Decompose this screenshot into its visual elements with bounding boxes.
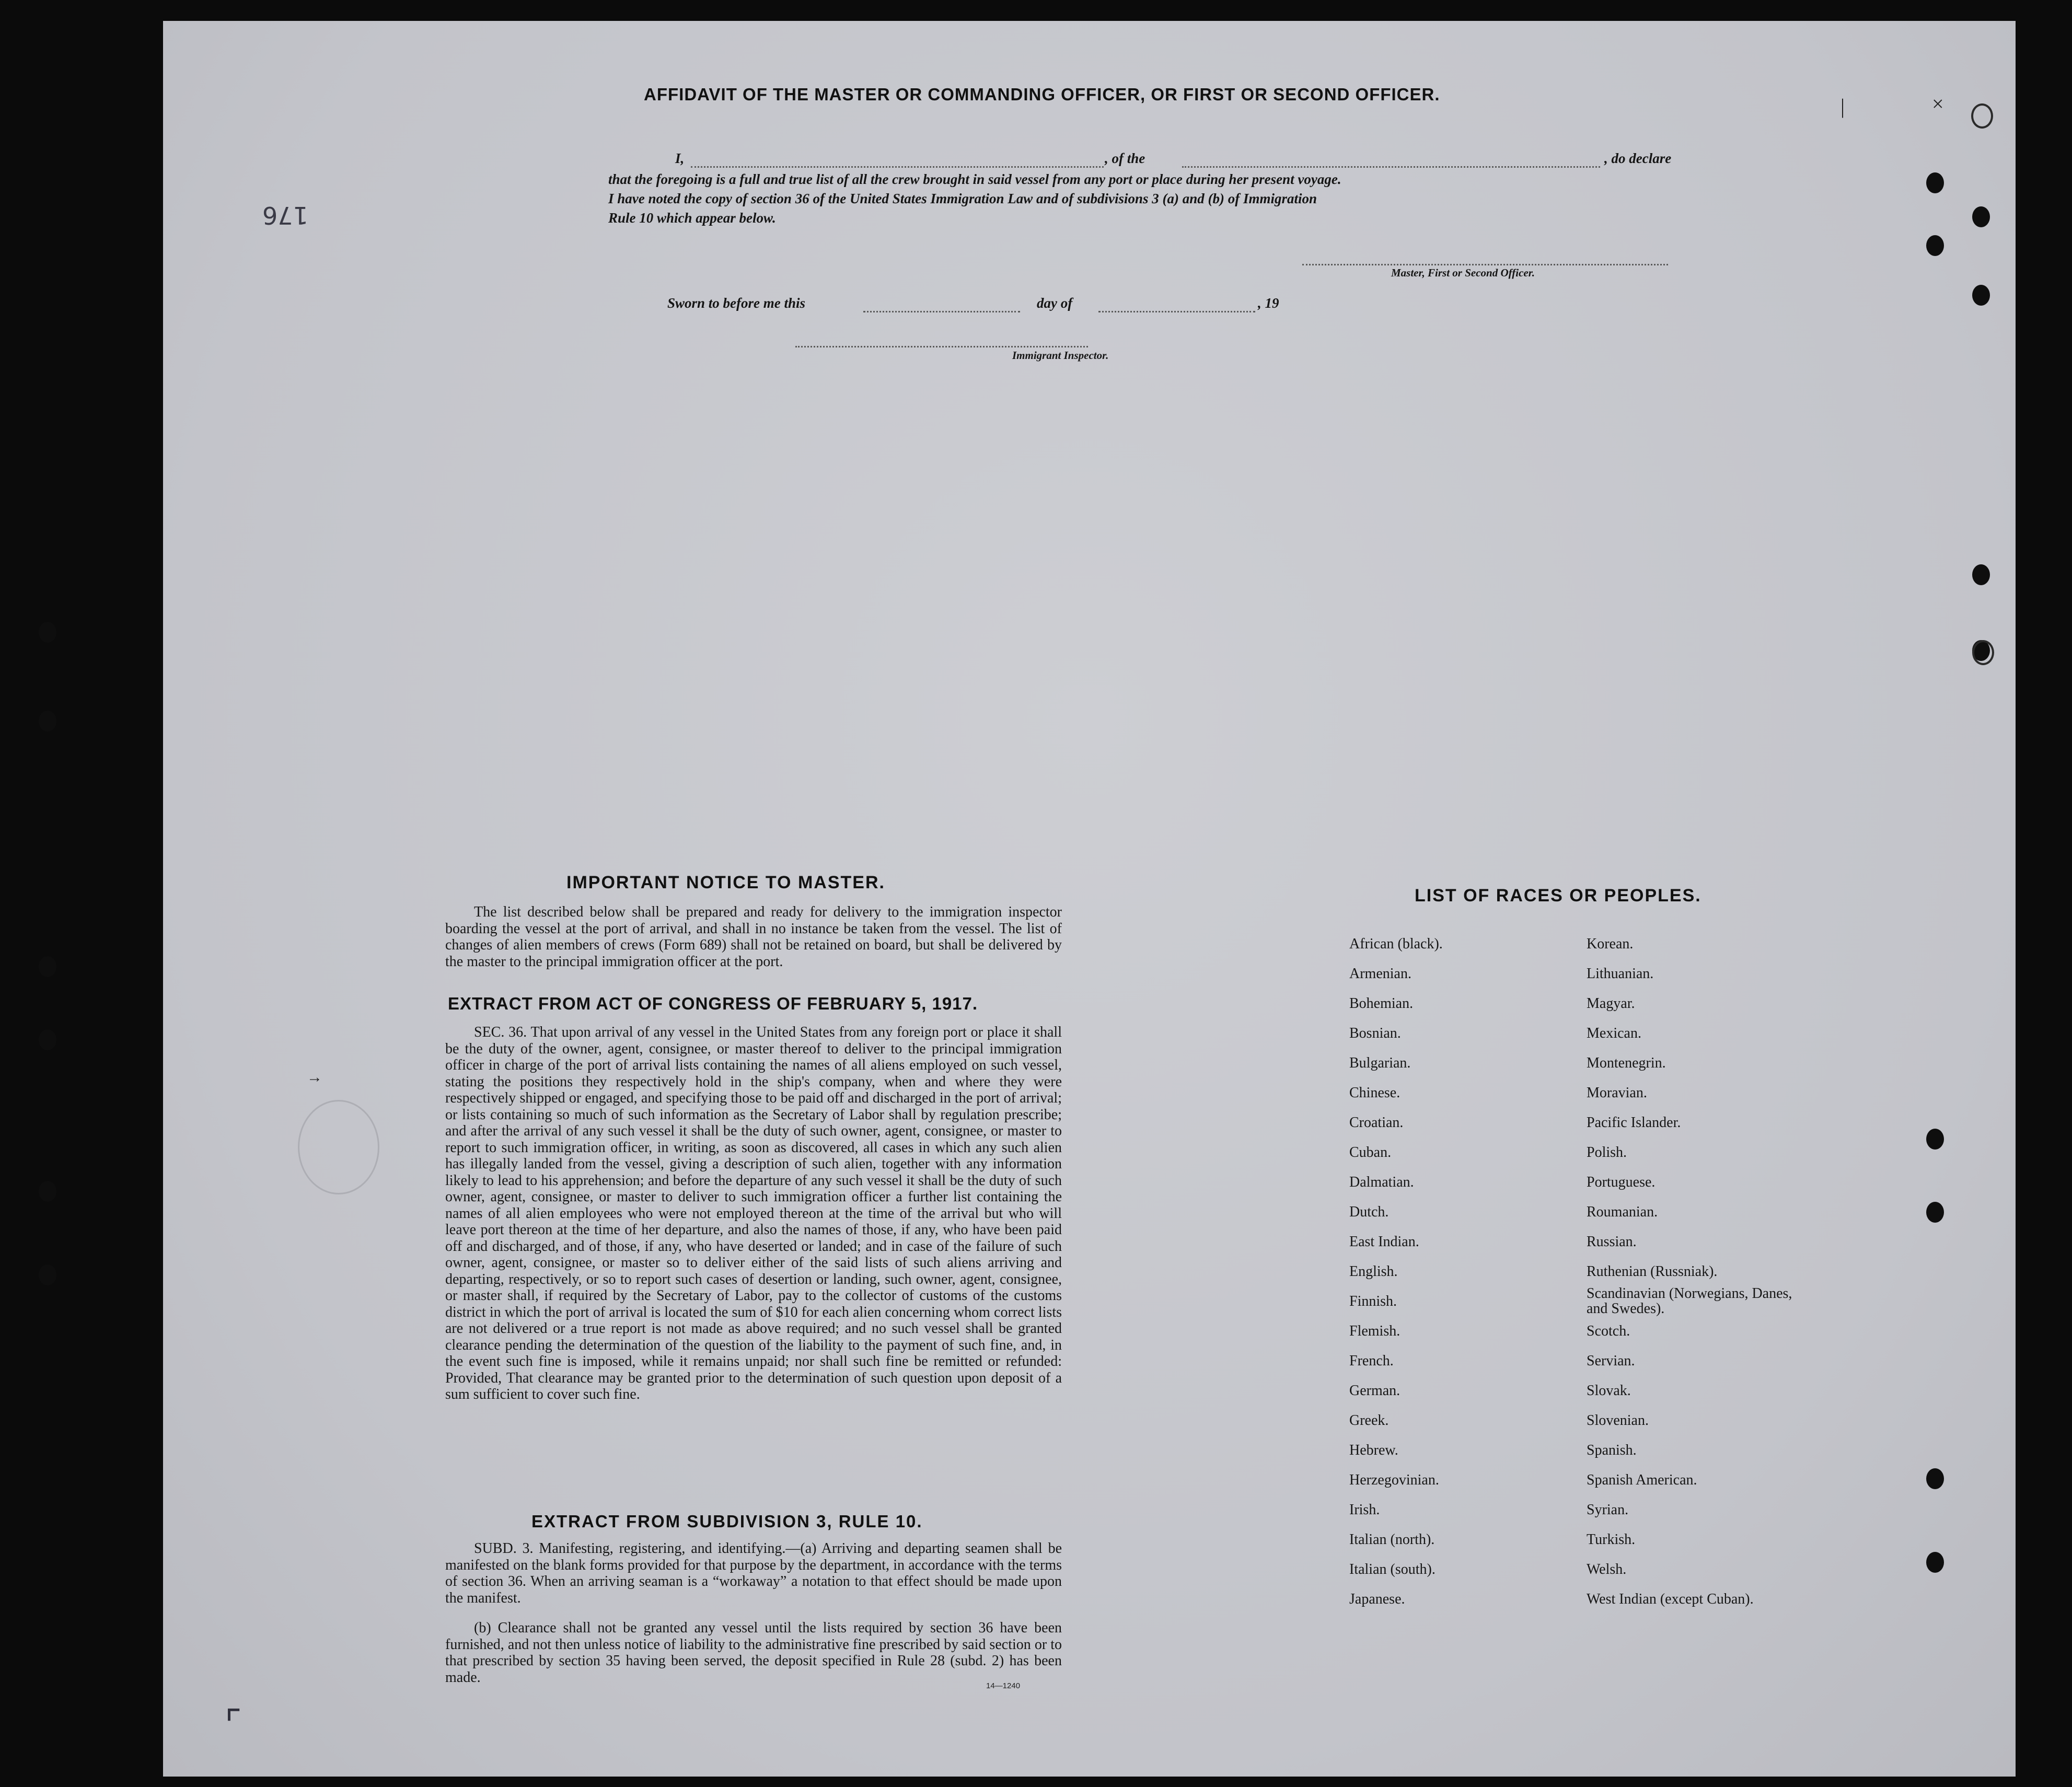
punch-hole xyxy=(39,956,56,977)
race-item: Korean. xyxy=(1587,936,1634,952)
race-item: Spanish American. xyxy=(1587,1472,1697,1488)
races-right-column xyxy=(1587,929,1816,1614)
punch-hole xyxy=(1926,172,1944,193)
document-sheet xyxy=(163,21,2016,1777)
punch-hole xyxy=(39,711,56,732)
race-item: Slovenian. xyxy=(1587,1412,1649,1429)
race-item: East Indian. xyxy=(1349,1234,1419,1250)
race-item: German. xyxy=(1349,1383,1400,1399)
races-title: LIST OF RACES OR PEOPLES. xyxy=(1415,886,1701,906)
race-item: Pacific Islander. xyxy=(1587,1115,1681,1131)
race-item: Polish. xyxy=(1587,1144,1627,1161)
punch-hole xyxy=(1926,235,1944,256)
month-blank[interactable] xyxy=(1098,311,1255,312)
race-item: Turkish. xyxy=(1587,1531,1636,1548)
act-title: EXTRACT FROM ACT OF CONGRESS OF FEBRUARY 5, 1917. xyxy=(448,994,978,1013)
punch-hole xyxy=(1926,1468,1944,1489)
affidavit-of-the: , of the xyxy=(1105,150,1145,166)
race-item: Dalmatian. xyxy=(1349,1174,1414,1190)
tick-mark: | xyxy=(1841,95,1845,118)
race-item: Montenegrin. xyxy=(1587,1055,1666,1071)
punch-hole xyxy=(39,1029,56,1050)
race-item: Magyar. xyxy=(1587,995,1635,1012)
race-item: Bohemian. xyxy=(1349,995,1414,1012)
punch-hole xyxy=(1972,640,1994,665)
race-item: Cuban. xyxy=(1349,1144,1392,1161)
race-item: English. xyxy=(1349,1263,1398,1280)
notice-title: IMPORTANT NOTICE TO MASTER. xyxy=(566,873,885,892)
races-left-column xyxy=(1349,929,1443,1614)
race-item: Russian. xyxy=(1587,1234,1637,1250)
punch-hole xyxy=(1926,1129,1944,1150)
race-item: Syrian. xyxy=(1587,1502,1629,1518)
race-item: Bulgarian. xyxy=(1349,1055,1411,1071)
punch-hole xyxy=(1972,564,1990,585)
affidavit-title: AFFIDAVIT OF THE MASTER OR COMMANDING OFFICER, OR FIRST OR SECOND OFFICER. xyxy=(644,85,1440,104)
punch-hole xyxy=(39,622,56,643)
faint-stamp xyxy=(298,1100,379,1194)
form-number: 14—1240 xyxy=(986,1681,1021,1690)
day-blank[interactable] xyxy=(863,311,1020,312)
affidavit-i: I, xyxy=(675,150,685,166)
tick-mark: × xyxy=(1932,92,1944,115)
race-item: French. xyxy=(1349,1353,1394,1369)
race-item: Chinese. xyxy=(1349,1085,1400,1101)
punch-hole xyxy=(1926,1552,1944,1573)
punch-hole xyxy=(1971,103,1993,129)
inspector-caption: Immigrant Inspector. xyxy=(1012,349,1109,362)
affidavit-declare: , do declare xyxy=(1604,150,1672,166)
year-prefix: , 19 xyxy=(1258,295,1279,311)
act-text: SEC. 36. That upon arrival of any vessel in the United States from any foreign port or place it shall be the duty of the owner, agent, consignee, or master thereof to deliver to the principal immigration officer in charge of the port of arrival lists containing the names of all aliens employed on such vessel, stating the positions they respectively hold in the ship's company, when and where they were respectively shipped or engaged, and specifying those to be paid off and discharged in the port of arrival; or lists containing so much of such information as the Secretary of Labor shall by regulation prescribe; and after the arrival of any such vessel it shall be the duty of such owner, agent, consignee, or master to report to such immigration officer, in writing, as soon as discovered, all cases in which any such alien has illegally landed from the vessel, giving a description of such alien, together with any information likely to lead to his apprehension; and before the departure of any such vessel it shall be the duty of such owner, agent, consignee, or master to deliver to such immigration officer a further list containing the names of all alien employees who were not employed thereon at the time of the arrival but who will leave port thereon at the time of her departure, and also the names of those, if any, who have been paid off and discharged, and of those, if any, who have deserted or landed; and in case of the failure of such owner, agent, consignee, or master so to deliver either of the said lists of such aliens arriving and departing, respectively, or so to report such cases of desertion or landing, such owner, agent, consignee, or master shall, if required by the Secretary of Labor, pay to the collector of customs of the customs district in which the port of arrival is located the sum of $10 for each alien concerning whom correct lists are not delivered or a true report is not made as above required; and no such vessel shall be granted clearance pending the determination of the question of the liability to the payment of such fine, and, in the event such fine is imposed, while it remains unpaid; nor shall such fine be remitted or refunded: Provided, That clearance may be granted prior to the determination of such question upon deposit of a sum sufficient to cover such fine. xyxy=(445,1024,1062,1402)
arrow-mark: → xyxy=(307,1069,322,1086)
race-item: Finnish. xyxy=(1349,1293,1397,1309)
race-item: Dutch. xyxy=(1349,1204,1389,1220)
handwritten-mark: ⌜ xyxy=(225,1704,242,1745)
race-item: African (black). xyxy=(1349,936,1443,952)
race-item: Lithuanian. xyxy=(1587,966,1654,982)
name-blank[interactable] xyxy=(691,166,1104,168)
race-item: Servian. xyxy=(1587,1353,1635,1369)
affidavit-line2: that the foregoing is a full and true list of all the crew brought in said vessel from any port or place during her present voyage. xyxy=(608,171,1341,187)
rule-text-a: SUBD. 3. Manifesting, registering, and identifying.—(a) Arriving and departing seamen shall be manifested on the blank forms provided for that purpose by the department, in accordance with the terms of section 36. When an arriving seaman is a “workaway” a notation to that effect should be made upon the manifest. xyxy=(445,1540,1062,1606)
affidavit-line4: Rule 10 which appear below. xyxy=(608,210,776,226)
rule-title: EXTRACT FROM SUBDIVISION 3, RULE 10. xyxy=(531,1512,923,1531)
race-item: Slovak. xyxy=(1587,1383,1631,1399)
race-item: Scotch. xyxy=(1587,1323,1630,1339)
notice-text: The list described below shall be prepared and ready for delivery to the immigration inspector boarding the vessel at the port of arrival, and shall in no instance be taken from the vessel. The list of changes of alien members of crews (Form 689) shall not be retained on board, but shall be delivered by the master to the principal immigration officer at the port. xyxy=(445,904,1062,970)
race-item: Italian (north). xyxy=(1349,1531,1435,1548)
punch-hole xyxy=(39,1181,56,1202)
race-item: Japanese. xyxy=(1349,1591,1405,1607)
race-item: Croatian. xyxy=(1349,1115,1404,1131)
punch-hole xyxy=(1972,285,1990,306)
race-item: Ruthenian (Russniak). xyxy=(1587,1263,1718,1280)
race-item: Flemish. xyxy=(1349,1323,1400,1339)
race-item: Herzegovinian. xyxy=(1349,1472,1439,1488)
sworn-text: Sworn to before me this xyxy=(667,295,806,311)
race-item: Portuguese. xyxy=(1587,1174,1656,1190)
race-item: Roumanian. xyxy=(1587,1204,1658,1220)
race-item: Scandinavian (Norwegians, Danes, and Swedes). xyxy=(1587,1285,1792,1317)
officer-signature-line[interactable] xyxy=(1302,264,1668,265)
rule-text-b: (b) Clearance shall not be granted any vessel until the lists required by section 36 have been furnished, and not then unless notice of liability to the administrative fine prescribed by said section or to that prescribed by section 35 having been served, the deposit specified in Rule 28 (subd. 2) has been made. xyxy=(445,1620,1062,1686)
race-item: Irish. xyxy=(1349,1502,1380,1518)
race-item: Bosnian. xyxy=(1349,1025,1401,1041)
race-item: Spanish. xyxy=(1587,1442,1637,1458)
race-item: Moravian. xyxy=(1587,1085,1647,1101)
punch-hole xyxy=(1972,206,1990,227)
race-item: Welsh. xyxy=(1587,1561,1627,1577)
signature-caption: Master, First or Second Officer. xyxy=(1391,266,1535,279)
day-of-text: day of xyxy=(1037,295,1073,311)
race-item: Armenian. xyxy=(1349,966,1411,982)
race-item: West Indian (except Cuban). xyxy=(1587,1591,1754,1607)
page-number: 176 xyxy=(262,201,308,229)
race-item: Greek. xyxy=(1349,1412,1389,1429)
race-item: Hebrew. xyxy=(1349,1442,1398,1458)
punch-hole xyxy=(39,1264,56,1285)
vessel-blank[interactable] xyxy=(1182,166,1600,168)
inspector-signature-line[interactable] xyxy=(795,346,1088,347)
race-item: Mexican. xyxy=(1587,1025,1641,1041)
affidavit-line3: I have noted the copy of section 36 of the United States Immigration Law and of subdivisions 3 (a) and (b) of Immigration xyxy=(608,191,1317,206)
punch-hole xyxy=(1926,1202,1944,1223)
race-item: Italian (south). xyxy=(1349,1561,1436,1577)
